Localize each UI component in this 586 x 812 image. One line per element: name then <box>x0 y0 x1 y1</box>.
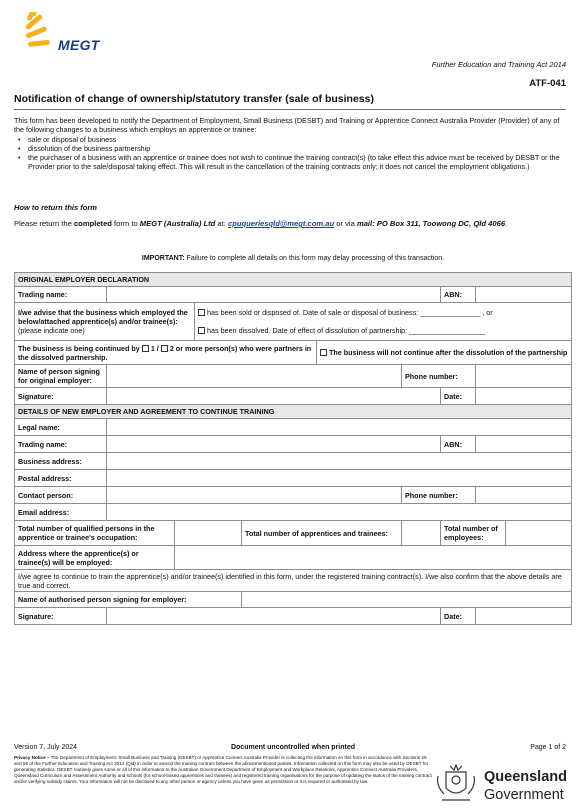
checkbox-one-person[interactable] <box>142 345 149 352</box>
privacy-notice <box>14 755 432 784</box>
legal-name-field[interactable] <box>107 419 572 436</box>
phone-label: Phone number: <box>402 365 476 388</box>
employment-address-field[interactable] <box>175 546 572 570</box>
howto-text-part: form to <box>111 219 140 228</box>
email-label: Email address: <box>15 504 107 521</box>
employment-address-label: Address where the apprentice(s) or trainee(s) will be employed: <box>15 546 175 570</box>
signature-field[interactable] <box>107 388 441 405</box>
contact-person-label: Contact person: <box>15 487 107 504</box>
advise-label-text: I/we advise that the business which employed the below/attached apprentice(s) and/or trainee(s): <box>18 308 188 326</box>
option-dissolved-label: has been dissolved. Date of effect of dissolution of partnership: ___________________ <box>207 326 485 336</box>
page-title: Notification of change of ownership/statutory transfer (sale of business) <box>14 93 374 105</box>
date-label: Date: <box>441 388 476 405</box>
one-person-label: 1 / <box>150 343 159 353</box>
organisation-name: MEGT (Australia) Ltd <box>139 219 216 228</box>
not-continue-cell[interactable] <box>317 341 572 365</box>
postal-address-label: Postal address: <box>15 470 107 487</box>
howto-text <box>14 219 574 229</box>
abn-field[interactable] <box>476 287 572 303</box>
queensland-crest-icon <box>432 762 480 806</box>
section-heading-new-employer: DETAILS OF NEW EMPLOYER AND AGREEMENT TO CONTINUE TRAINING <box>15 405 572 419</box>
date-field[interactable] <box>476 388 572 405</box>
phone-label: Phone number: <box>402 487 476 504</box>
trading-name-field[interactable] <box>107 436 441 453</box>
qualified-persons-field[interactable] <box>175 521 242 546</box>
checkbox-sold[interactable] <box>198 309 205 316</box>
checkbox-not-continue[interactable] <box>320 349 327 356</box>
checkbox-dissolved[interactable] <box>198 327 205 334</box>
important-text: Failure to complete all details on this form may delay processing of this transaction. <box>184 255 445 262</box>
megt-logo <box>14 12 104 56</box>
continued-by-text: The business is being continued by <box>18 343 140 353</box>
option-sold-label: has been sold or disposed of. Date of sale or disposal of business: _______________ , or <box>207 307 493 317</box>
trading-name-label: Trading name: <box>15 436 107 453</box>
continued-by-cell <box>15 341 317 365</box>
abn-label: ABN: <box>441 436 476 453</box>
signing-name-label: Name of person signing for original employer: <box>15 365 107 388</box>
phone-field[interactable] <box>476 487 572 504</box>
contact-person-field[interactable] <box>107 487 402 504</box>
intro-text: This form has been developed to notify the Department of Employment, Small Business (DESBT) and Training or Apprentice Connect Australia Provider (Provider) of any of the following changes to a business which employs an apprentice or trainee: <box>14 116 560 134</box>
queensland-text: Queensland <box>484 769 567 785</box>
change-list <box>14 135 566 171</box>
email-field[interactable] <box>107 504 572 521</box>
legal-name-label: Legal name: <box>15 419 107 436</box>
list-item: • sale or disposal of business <box>14 135 566 144</box>
queensland-government-logo <box>432 762 580 806</box>
mail-address: mail: PO Box 311, Toowong DC, Qld 4066 <box>356 219 506 228</box>
page-number: Page 1 of 2 <box>530 744 566 751</box>
list-item: • the purchaser of a business with an apprentice or trainee does not wish to continue the training contract(s) (to take effect this advice must be received by DESBT or the Provider prior to the sale/disposal taking effect. This will result in the cancellation of the training contracts only; it does not cancel the employment obligations.) <box>14 153 566 171</box>
date-label: Date: <box>441 608 476 625</box>
checkbox-two-or-more[interactable] <box>161 345 168 352</box>
business-address-field[interactable] <box>107 453 572 470</box>
megt-logo-text: MEGT <box>58 37 100 53</box>
howto-heading: How to return this form <box>14 203 97 212</box>
authorised-name-label: Name of authorised person signing for employer: <box>15 592 242 608</box>
howto-text-part: . <box>505 219 508 228</box>
megt-sunburst-icon <box>14 12 58 56</box>
qualified-persons-label: Total number of qualified persons in the apprentice or trainee's occupation: <box>15 521 175 546</box>
act-reference: Further Education and Training Act 2014 <box>431 60 566 69</box>
email-link[interactable]: cpuqueriesqld@megt.com.au <box>227 219 335 228</box>
total-employees-label: Total number of employees: <box>441 521 506 546</box>
total-employees-field[interactable] <box>506 521 572 546</box>
phone-field[interactable] <box>476 365 572 388</box>
abn-label: ABN: <box>441 287 476 303</box>
form-code: ATF-041 <box>529 78 566 89</box>
howto-text-part: at: <box>215 219 228 228</box>
signature-label: Signature: <box>15 608 107 625</box>
agreement-statement: I/we agree to continue to train the apprentice(s) and/or trainee(s) identified in this form, under the registered training contract(s). I/we also confirm that the above details are true and correct. <box>15 570 572 592</box>
two-or-more-label: 2 or more person(s) who were partners in the dissolved partnership. <box>18 343 312 362</box>
intro-section <box>14 116 566 171</box>
trading-name-field[interactable] <box>107 287 441 303</box>
uncontrolled-notice: Document uncontrolled when printed <box>230 744 356 751</box>
howto-text-bold: completed <box>73 219 112 228</box>
important-note <box>0 255 586 264</box>
version-text: Version 7, July 2024 <box>14 744 78 751</box>
signature-label: Signature: <box>15 388 107 405</box>
advise-label <box>15 303 195 341</box>
signature-field[interactable] <box>107 608 441 625</box>
business-address-label: Business address: <box>15 453 107 470</box>
important-label: IMPORTANT: <box>141 255 185 262</box>
authorised-name-field[interactable] <box>242 592 572 608</box>
advise-hint: (please indicate one) <box>18 326 85 335</box>
abn-field[interactable] <box>476 436 572 453</box>
postal-address-field[interactable] <box>107 470 572 487</box>
title-divider <box>14 109 566 110</box>
total-apprentices-label: Total number of apprentices and trainees: <box>242 521 402 546</box>
date-field[interactable] <box>476 608 572 625</box>
option-dissolved[interactable] <box>195 322 572 341</box>
government-text: Government <box>484 787 564 803</box>
total-apprentices-field[interactable] <box>402 521 441 546</box>
form-table <box>14 272 572 625</box>
howto-text-part: or via <box>334 219 357 228</box>
section-heading-original-employer: ORIGINAL EMPLOYER DECLARATION <box>15 273 572 287</box>
trading-name-label: Trading name: <box>15 287 107 303</box>
signing-name-field[interactable] <box>107 365 402 388</box>
not-continue-label: The business will not continue after the dissolution of the partnership <box>329 348 568 357</box>
list-item: • dissolution of the business partnership <box>14 144 566 153</box>
privacy-label: Privacy Notice <box>14 755 46 760</box>
option-sold[interactable] <box>195 303 572 322</box>
howto-text-part: Please return the <box>14 219 74 228</box>
privacy-text: – The Department of Employment, Small Business and Training (DESBT) or Apprentice Connect Australia Provider is collecting the information on this form in accordance with Sections 29 and 58 of the Further Education and Training Act 2014 (Qld) in order to amend the training contract between the abovementioned parties. Information collected on this form may also be used by DESBT for generating statistics. DESBT routinely gives some or all of this information to the Australian Government Department of Employment and Workplace Relations, Apprentice Connect Australia Providers, Queensland Curriculum and Assessment Authority and schools (for school-based apprentices and trainees) and registered training organisations for the purpose of updating the status of the training contract and/or verifying subsidy claims. Your information will not be disclosed to any other person or agency unless you have given us permission or it is required or authorised by law. <box>14 755 432 784</box>
